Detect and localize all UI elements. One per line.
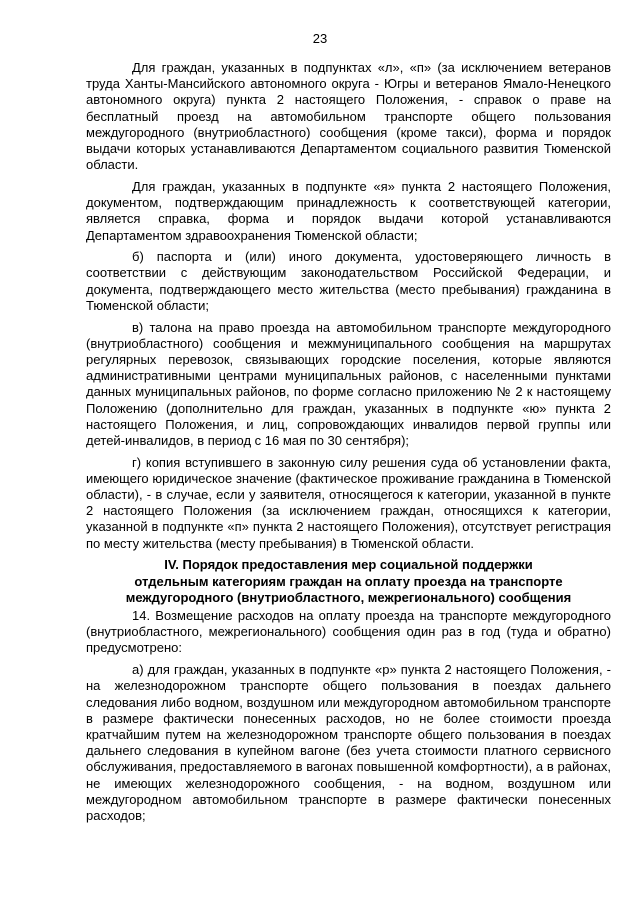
paragraph: а) для граждан, указанных в подпункте «р» пункта 2 настоящего Положения, - на железнодорожном транспорте общего пользования в поездах дальнего следования либо водном, воздушном или междугородном автомобильном транспорте в размере фактически понесенных расходов, но не более стоимости проезда кратчайшим путем на железнодорожном транспорте общего пользования в поездах дальнего следования в купейном вагоне (без учета стоимости платного сервисного обслуживания, предоставляемого в вагонах повышенной комфортности), а в районах, не имеющих железнодорожного сообщения, - на водном, воздушном или междугородном автомобильном транспорте в размере фактически понесенных расходов; [86, 662, 611, 823]
section-heading [86, 557, 611, 606]
paragraph: б) паспорта и (или) иного документа, удостоверяющего личность в соответствии с действующим законодательством Российской Федерации, и документа, подтверждающего место жительства (место пребывания) гражданина в Тюменской области; [86, 249, 611, 313]
page-number: 23 [312, 31, 328, 46]
document-body [86, 60, 611, 830]
paragraph: Для граждан, указанных в подпунктах «л», «п» (за исключением ветеранов труда Ханты-Мансийского автономного округа - Югры и ветеранов Ямало-Ненецкого автономного округа) пункта 2 настоящего Положения, - справок о праве на бесплатный проезд на автомобильном транспорте общего пользования междугородного (внутриобластного) сообщения (кроме такси), форма и порядок выдачи которых устанавливаются Департаментом социального развития Тюменской области. [86, 60, 611, 173]
paragraph: г) копия вступившего в законную силу решения суда об установлении факта, имеющего юридическое значение (фактическое проживание гражданина в Тюменской области), - в случае, если у заявителя, относящегося к категории, указанной в пункте 2 настоящего Положения (за исключением граждан, относящихся к категории, указанной в подпункте «п» пункта 2 настоящего Положения), отсутствует регистрация по месту жительства (месту пребывания) в Тюменской области. [86, 454, 611, 551]
section-heading-line: отдельным категориям граждан на оплату проезда на транспорте [134, 573, 563, 589]
paragraph: в) талона на право проезда на автомобильном транспорте междугородного (внутриобластного) сообщения и межмуниципального сообщения на маршрутах регулярных перевозок, связывающих городские поселения, которые являются административными центрами муниципальных районов, с населенными пунктами данных муниципальных районов, по форме согласно приложению № 2 к настоящему Положению (дополнительно для граждан, указанных в подпункте «ю» пункта 2 настоящего Положения, и лиц, сопровождающих инвалидов первой группы или детей-инвалидов, в период с 16 мая по 30 сентября); [86, 319, 611, 448]
section-heading-line: IV. Порядок предоставления мер социальной поддержки [164, 557, 533, 573]
paragraph: Для граждан, указанных в подпункте «я» пункта 2 настоящего Положения, документом, подтверждающим принадлежность к соответствующей категории, является справка, форма и порядок выдачи которой устанавливаются Департаментом здравоохранения Тюменской области; [86, 178, 611, 243]
section-heading-line: междугородного (внутриобластного, межрегионального) сообщения [125, 589, 572, 605]
paragraph: 14. Возмещение расходов на оплату проезда на транспорте междугородного (внутриобластного, межрегионального) сообщения один раз в год (туда и обратно) предусмотрено: [86, 608, 611, 656]
